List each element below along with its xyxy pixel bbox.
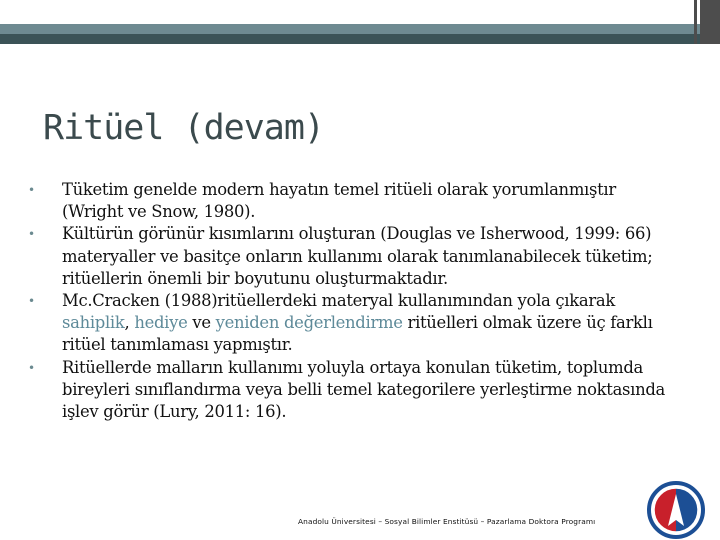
bullet-text: Kültürün görünür kısımlarını oluşturan (Douglas ve Isherwood, 1999: 66) materyaller ve basitçe onların kullanımı olarak tanımlanabilecek tüketim; ritüellerin önemli bir boyutunu oluşturmaktadır. [62, 224, 653, 288]
highlighted-term: yeniden değerlendirme [215, 313, 403, 333]
bullet-dot-icon: • [28, 360, 35, 375]
header-corner-bar [694, 0, 697, 44]
anadolu-university-logo [646, 480, 706, 540]
slide-title: Ritüel (devam) [43, 108, 325, 148]
bullet-item [28, 179, 678, 223]
highlighted-term: hediye [134, 313, 188, 333]
bullet-text: Mc.Cracken (1988)ritüellerdeki materyal kullanımından yola çıkarak [62, 291, 615, 311]
bullet-dot-icon: • [28, 183, 35, 197]
header-band [0, 0, 720, 24]
bullet-text: ritüelleri olmak üzere üç farklı ritüel tanımlaması yapmıştır. [62, 313, 653, 355]
header-stripe-dark [0, 34, 720, 44]
bullet-text: Ritüellerde malların kullanımı yoluyla ortaya konulan tüketim, toplumda bireyleri sınıflandırma veya belli temel kategorilere yerleştirme noktasında işlev görür (Lury, 2011: 16). [62, 357, 666, 422]
bullet-item [28, 357, 678, 424]
bullet-dot-icon: • [28, 294, 35, 309]
header-stripe-light [0, 24, 720, 34]
slide-footer: Anadolu Üniversitesi – Sosyal Bilimler Enstitüsü – Pazarlama Doktora Programı [298, 517, 596, 526]
bullet-text: Tüketim genelde modern hayatın temel ritüeli olarak yorumlanmıştır (Wright ve Snow, 1980). [62, 180, 616, 222]
bullet-list [28, 179, 678, 423]
header-corner-block [700, 0, 720, 44]
bullet-text: ve [187, 313, 216, 333]
bullet-item [28, 223, 678, 290]
highlighted-term: sahiplik [62, 313, 125, 333]
bullet-dot-icon: • [28, 227, 35, 242]
bullet-text: , [124, 313, 135, 333]
bullet-item [28, 290, 678, 357]
